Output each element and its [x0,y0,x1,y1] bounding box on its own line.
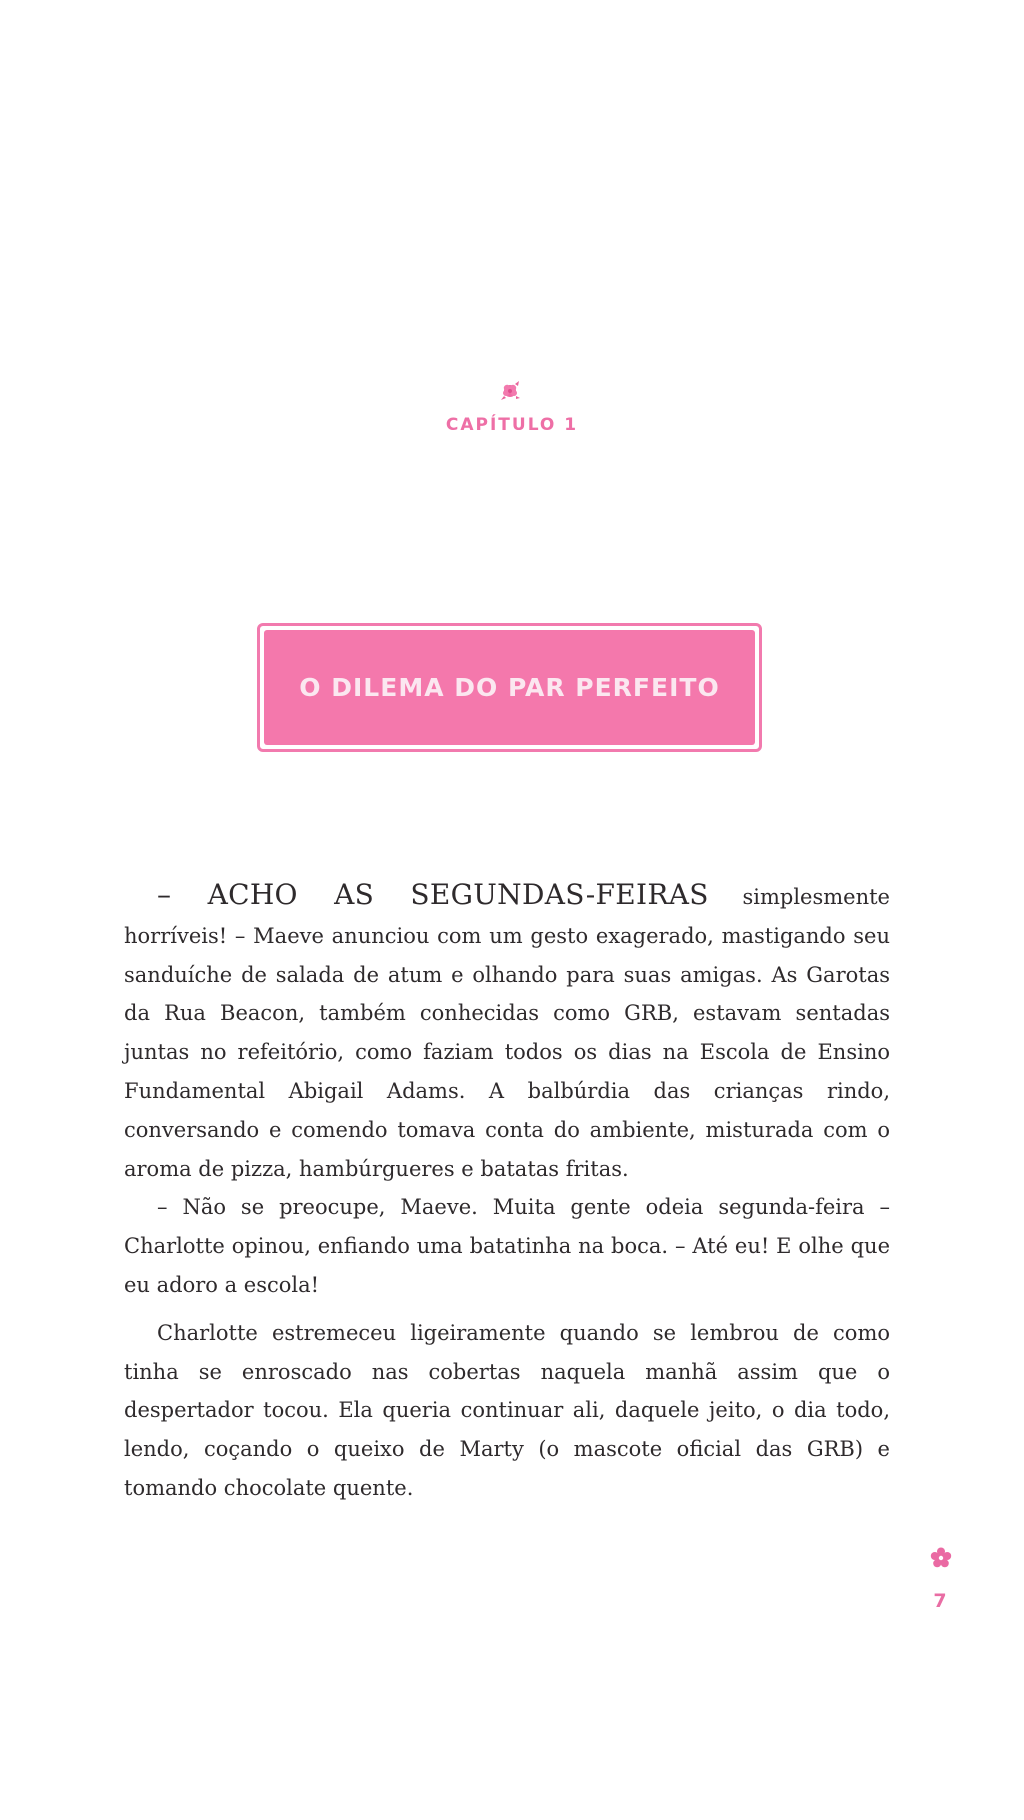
lead-in-caps: – ACHO AS SEGUNDAS-FEIRAS [157,878,709,911]
page-number: 7 [933,1590,947,1612]
chapter-title: O DILEMA DO PAR PERFEITO [299,673,720,702]
paragraph-2: – Não se preocupe, Maeve. Muita gente odeia segunda-feira – Charlotte opinou, enfiando uma batatinha na boca. – Até eu! E olhe que eu adoro a escola! [124,1195,890,1297]
paragraph-3: Charlotte estremeceu ligeiramente quando se lembrou de como tinha se enroscado nas cobertas naquela manhã assim que o despertador tocou. Ela queria continuar ali, daquele jeito, o dia todo, lendo, coçando o queixo de Marty (o mascote oficial das GRB) e tomando chocolate quente. [124,1320,890,1500]
chapter-label: CAPÍTULO 1 [445,415,579,435]
paragraph-text: simplesmente horríveis! – Maeve anunciou com um gesto exagerado, mastigando seu sanduíche de salada de atum e olhando para suas amigas. As Garotas da Rua Beacon, também conhecidas como GRB, estavam sentadas juntas no refeitório, como faziam todos os dias na Escola de Ensino Fundamental Abigail Adams. A balbúrdia das crianças rindo, conversando e comendo tomava conta do ambiente, misturada com o aroma de pizza, hambúrgueres e batatas fritas. [124,885,890,1181]
chapter-title-fill [264,630,755,745]
chapter-title-box [257,623,762,752]
rose-icon [498,380,522,402]
paragraph-1 [124,876,890,1188]
chapter-body [124,876,890,1508]
flower-icon [930,1547,952,1569]
